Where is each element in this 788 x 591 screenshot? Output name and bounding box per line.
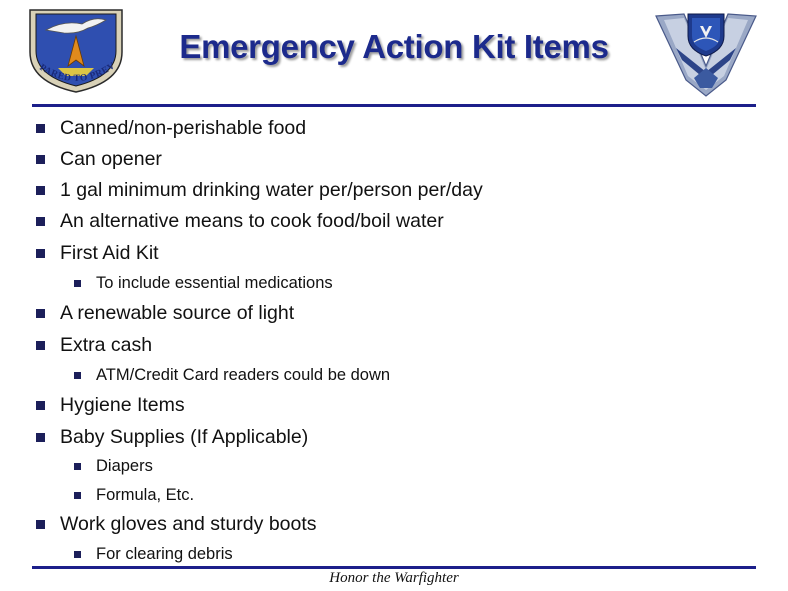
bullet-text: Diapers [96,457,153,475]
bullet-item [36,117,306,140]
bullet-square-icon [36,155,45,164]
bullet-square-icon [74,463,81,470]
bullet-text: ATM/Credit Card readers could be down [96,366,391,384]
bullet-item [36,242,159,265]
bullet-square-icon [74,551,81,558]
bullet-text: Baby Supplies (If Applicable) [60,426,309,448]
bullet-text: For clearing debris [96,545,233,563]
sub-bullet-item [74,366,390,385]
bullet-square-icon [36,520,45,529]
bullet-item [36,394,185,417]
bullet-text: 1 gal minimum drinking water per/person per/day [60,179,483,201]
bullet-square-icon [74,280,81,287]
bullet-item [36,148,162,171]
bullet-item [36,302,294,325]
bullet-text: A renewable source of light [60,302,295,324]
bullet-square-icon [36,309,45,318]
sub-bullet-item [74,486,194,505]
bullet-square-icon [36,217,45,226]
bullet-text: Formula, Etc. [96,486,195,504]
bullet-square-icon [74,492,81,499]
bullet-item [36,179,483,202]
slide-title: Emergency Action Kit Items [179,28,609,65]
bullet-square-icon [74,372,81,379]
bullet-square-icon [36,186,45,195]
sub-bullet-item [74,274,333,293]
footer-divider [32,566,756,569]
bullet-text: Canned/non-perishable food [60,117,307,139]
bullet-text: Work gloves and sturdy boots [60,513,317,535]
bullet-item [36,334,152,357]
bullet-square-icon [36,249,45,258]
motto-text: PARED TO PREV [37,61,117,85]
bullet-square-icon [36,433,45,442]
footer-text: Honor the Warfighter [329,570,459,586]
bullet-item [36,513,317,536]
bullet-item [36,210,444,233]
sub-bullet-item [74,545,233,564]
bullet-square-icon [36,401,45,410]
bullet-text: Extra cash [60,334,153,356]
bullet-item [36,426,308,449]
bullet-text: To include essential medications [96,274,333,292]
sub-bullet-item [74,457,153,476]
bullet-text: First Aid Kit [60,242,159,264]
bullet-text: An alternative means to cook food/boil water [60,210,444,232]
bullet-square-icon [36,124,45,133]
bullet-square-icon [36,341,45,350]
bullet-text: Hygiene Items [60,394,185,416]
bullet-text: Can opener [60,148,162,170]
